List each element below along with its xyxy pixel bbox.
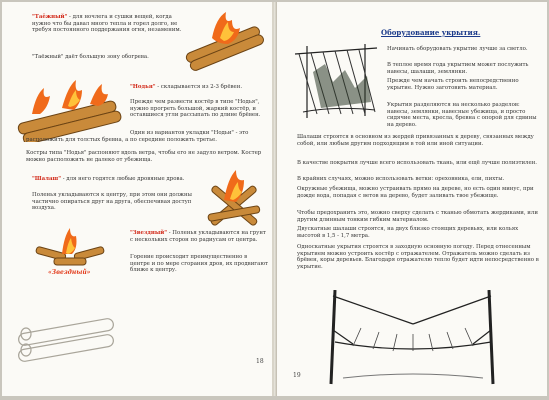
nodya-text-4: Костры типа "Нодья" распоняют вдоль ветра, чтобы его не задуло ветром. Костер можно расположить не далеко от убежища.	[26, 150, 262, 163]
shalash-fire-illustration	[198, 166, 270, 230]
lean-to-shelter-illustration	[291, 42, 383, 122]
nodya-text-3: Один из вариантов укладки "Нодьи" - это расположить для толстых бревна, а по середине положить третье.	[26, 130, 249, 143]
taiga-text: - для ночлега и сушки вещей, когда нужно что бы давал много тепла и горел долго, не требуя постоянного поддержания огня, незаменим.	[32, 14, 182, 34]
star-text-2: Горение происходит преимущественно в центре и по мере сгорания дров, их продвигают ближе к центру.	[130, 254, 269, 274]
shalash-name: "Шалаш"	[32, 176, 62, 182]
nodya-text: - складывается из 2-3 брёвен.	[155, 84, 243, 90]
shalash-text: - для него годятся любые дровяные дрова.	[61, 176, 185, 182]
left-page	[2, 2, 273, 396]
r-paragraph-6: В качестве покрытия лучше всего использовать ткань, или ещё лучше полиэтилен.	[297, 160, 537, 166]
star-paragraph	[130, 230, 268, 243]
r-paragraph-7: В крайних случаях, можно использовать ветки: ореховника, ели, пихты.	[297, 176, 505, 182]
r-paragraph-4: Укрытия разделяются на несколько разделов: навесы, землянки, навесные убежища, и просто сидячие места, кресла, бревна с опорой для сдвины на дерево.	[387, 102, 537, 128]
r-paragraph-9: Чтобы предохранить это, можно сверху сделать с тканью обмотать жердиками, или другим длинным тонким гибким материалом.	[297, 210, 538, 223]
nodya-text-2: Прежде чем развести костёр в типе "Нодья", нужно прогреть большой, жаркий костёр, и оставшиеся угли рассыпать по длине брёвен.	[130, 99, 261, 119]
section-heading: Оборудование укрытия.	[381, 28, 481, 37]
tree-platform-illustration	[313, 290, 513, 386]
star-fire-caption: «Звездный»	[48, 269, 91, 276]
right-page	[277, 2, 547, 396]
r-paragraph-5: Шалаши строятся в основном из жердей привязанных к дереву, связанных между собой, или любым другим подходящим в той или иной ситуации.	[297, 134, 534, 147]
nodya-paragraph	[130, 84, 268, 91]
r-paragraph-8: Окружные убежища, можно устраивать прямо на дереве, но есть один минус, при дожде вода, попадая с ветов на дерево, будет заливать твое убежище.	[297, 186, 534, 199]
taiga-fire-illustration	[182, 10, 268, 72]
shalash-text-2: Поленья укладываются к центру, при этом они должны частично опираться друг на друга, обеспечивая доступ воздуха.	[32, 192, 192, 212]
star-text: - Поленья укладываются на грунт с нескольких сторон по радиусам от центра.	[130, 230, 266, 243]
shalash-paragraph	[32, 176, 192, 183]
left-page-number: 18	[256, 358, 264, 365]
logs-outline-illustration	[12, 298, 122, 368]
r-paragraph-10: Двускатные шалаши строятся, на двух близко стоящих деревьях, или кольях высотой в 1,5 - 1,7 метра.	[297, 226, 519, 239]
taiga-paragraph	[32, 14, 182, 34]
nodya-name: "Нодья"	[130, 84, 156, 90]
star-name: "Звездный"	[130, 230, 168, 236]
r-paragraph-2: В теплое время года укрытием может послужить навесы, шалаши, землянки.	[387, 62, 529, 75]
r-paragraph-3: Прежде чем начать строить непосредственно укрытие. Нужно заготовить материал.	[387, 78, 519, 91]
taiga-text-2: "Таёжный" даёт большую зону обогрева.	[32, 54, 149, 60]
r-paragraph-11: Односкатные укрытия строятся в заходную основную погоду. Перед отнесенным укрытием можно устроить костёр с отражателем. Отражатель можно сделать из брёвен, коры деревьев. Благодаря отражателю тепло будет идти непосредственно в укрытие.	[297, 244, 539, 270]
right-page-number: 19	[293, 372, 301, 379]
r-paragraph-1: Начинать оборудовать укрытие лучше за светло.	[387, 46, 528, 52]
taiga-name: "Таёжный"	[32, 14, 68, 20]
star-fire-illustration	[32, 224, 108, 272]
